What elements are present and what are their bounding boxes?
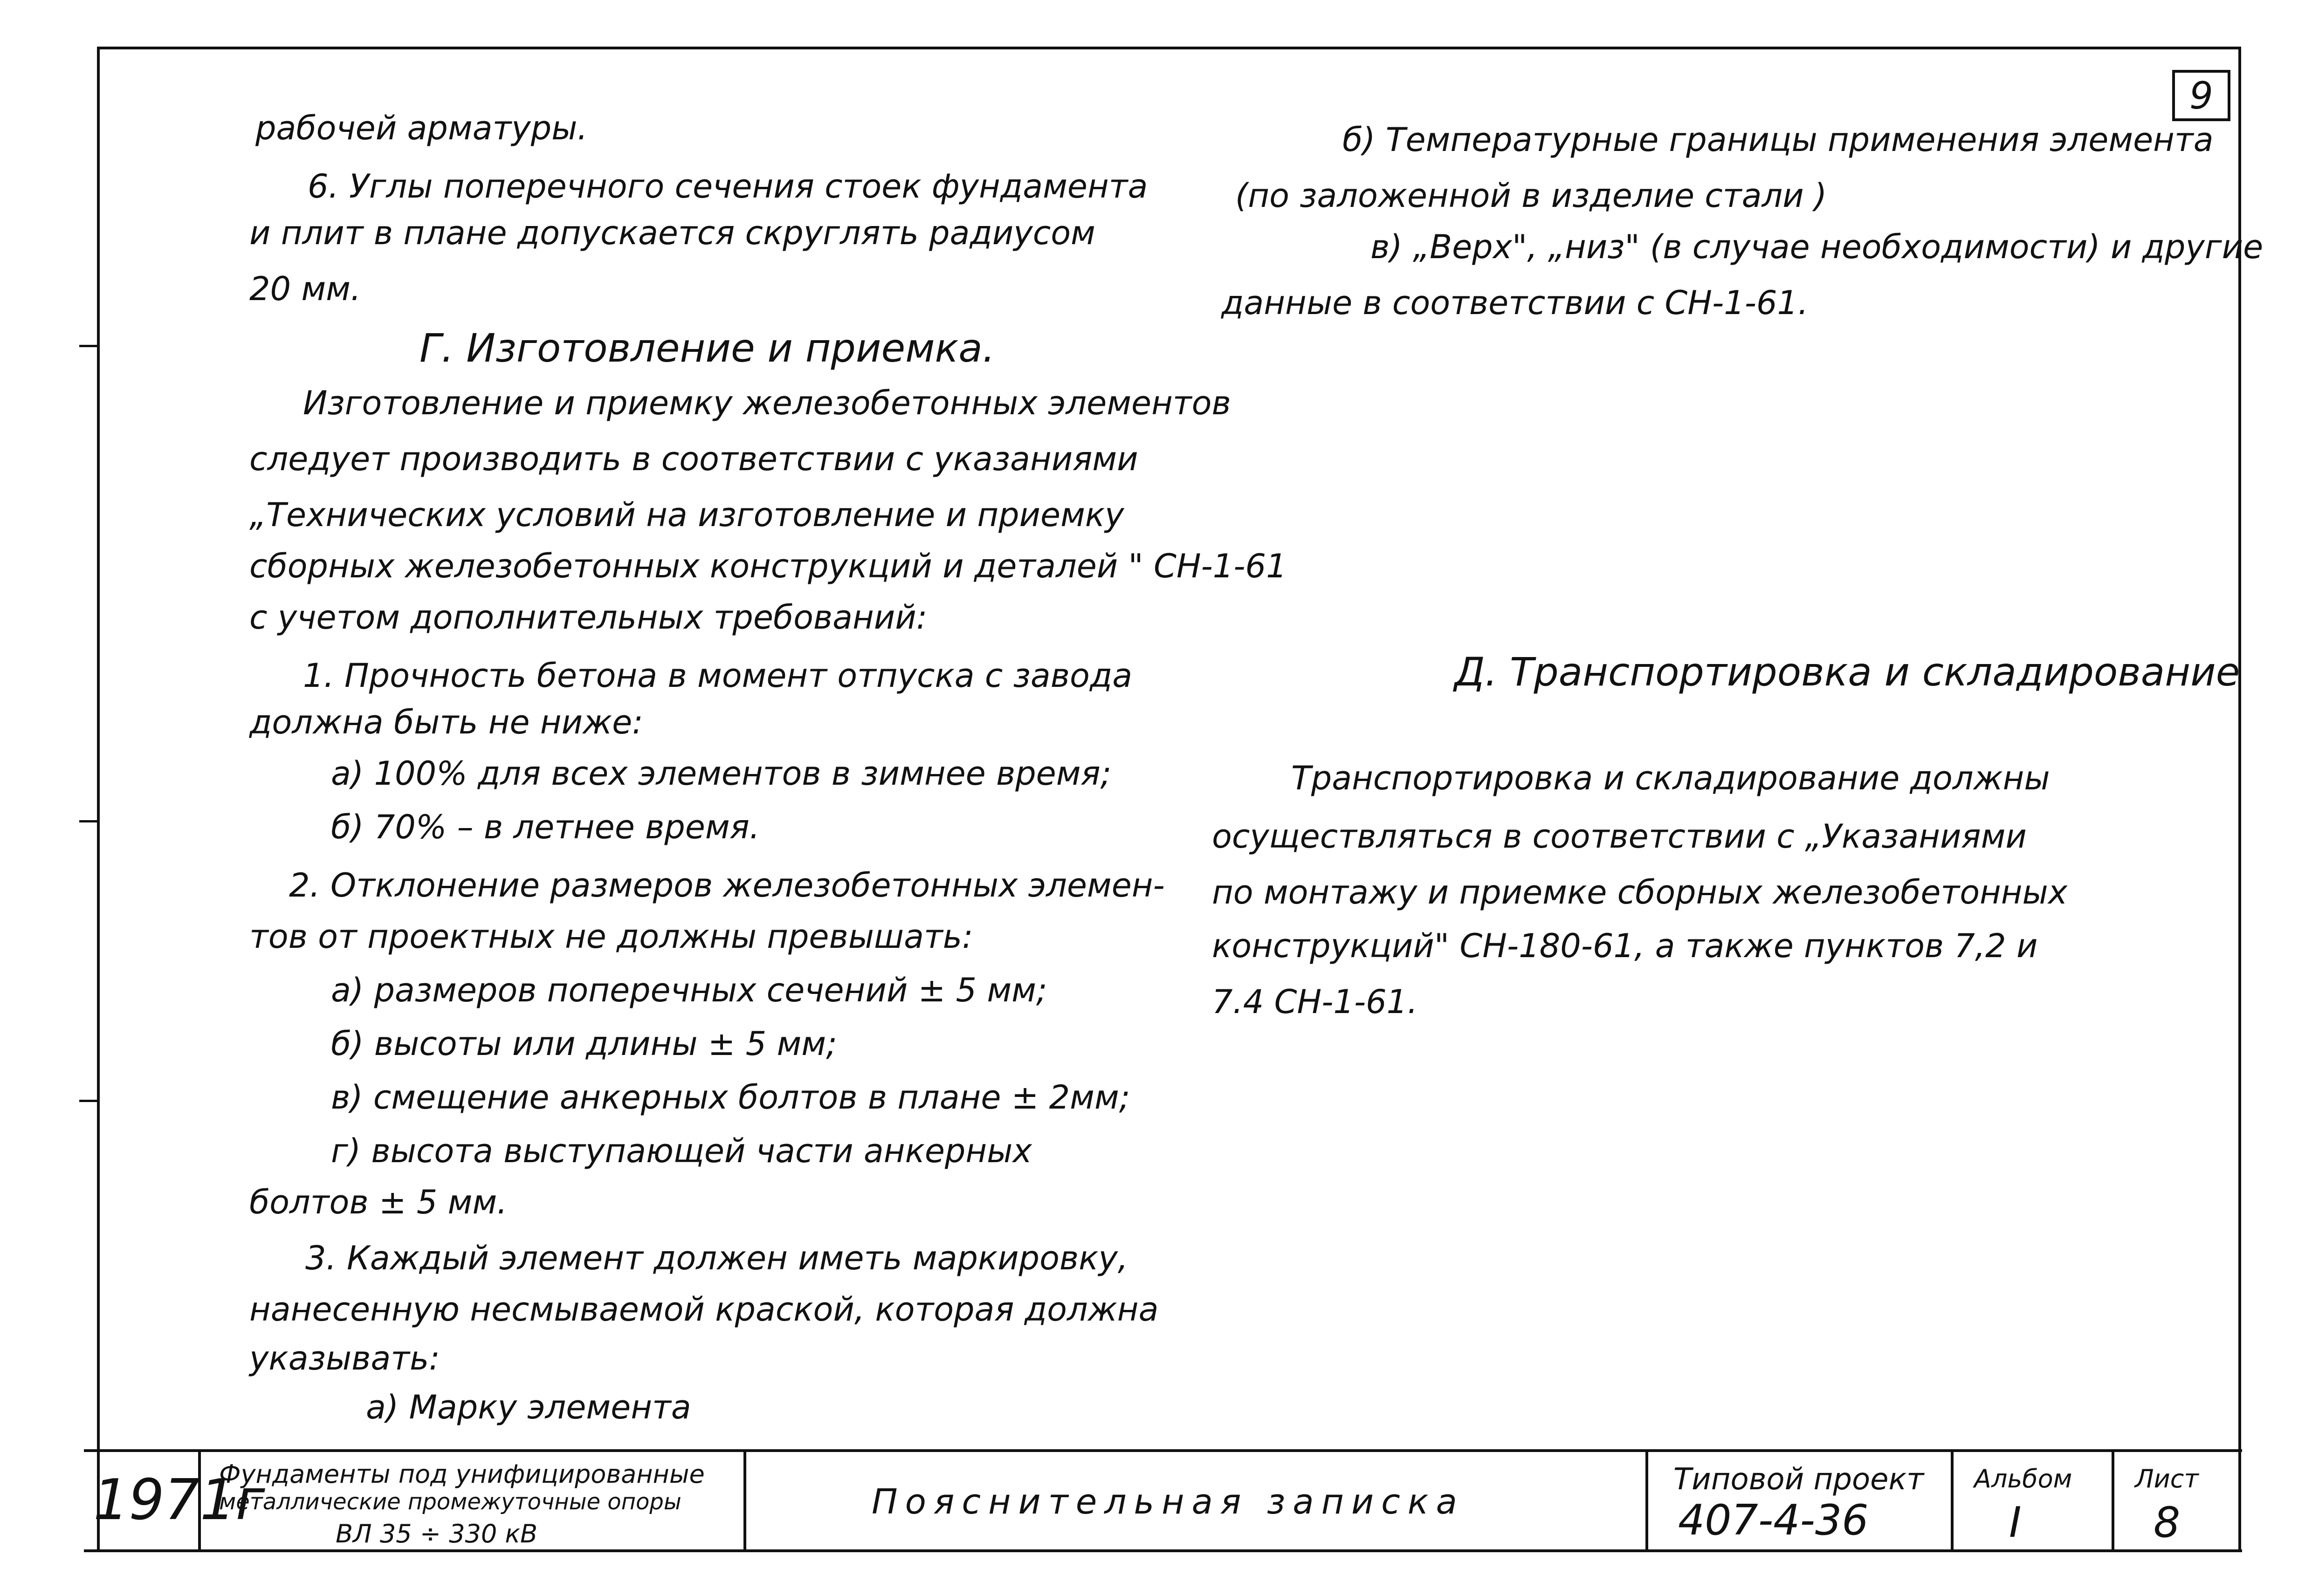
- text-line: болтов ± 5 мм.: [249, 1183, 508, 1221]
- text-line: 1. Прочность бетона в момент отпуска с завода: [303, 657, 1133, 695]
- sheet-frame-bottom: [84, 1549, 2242, 1552]
- text-line: г) высота выступающей части анкерных: [331, 1132, 1032, 1170]
- text-line: Изготовление и приемку железобетонных элементов: [303, 384, 1231, 422]
- project-label: Типовой проект: [1673, 1462, 1924, 1497]
- text-line: сборных железобетонных конструкций и деталей " СН-1-61: [249, 547, 1287, 585]
- text-line: нанесенную несмываемой краской, которая должна: [249, 1290, 1159, 1329]
- text-line: тов от проектных не должны превышать:: [249, 918, 973, 956]
- document-title: Пояснительная записка: [872, 1482, 1465, 1522]
- text-line: 2. Отклонение размеров железобетонных элемен-: [289, 866, 1165, 904]
- text-line: конструкций" СН-180-61, а также пунктов 7,2 и: [1212, 927, 2038, 965]
- title-block-divider: [1951, 1449, 1954, 1549]
- margin-tick: [79, 1100, 98, 1102]
- sheet-number-box: [2172, 70, 2230, 121]
- text-line: а) размеров поперечных сечений ± 5 мм;: [331, 971, 1047, 1009]
- title-block: [84, 1449, 2242, 1549]
- text-line: с учетом дополнительных требований:: [249, 598, 928, 637]
- margin-tick: [79, 345, 98, 347]
- text-line: а) Марку элемента: [366, 1388, 691, 1426]
- text-line: 20 мм.: [249, 270, 361, 308]
- margin-tick: [79, 820, 98, 822]
- text-line: в) „Верх", „низ" (в случае необходимости) и другие: [1370, 228, 2264, 266]
- title-block-divider: [2112, 1449, 2114, 1549]
- text-line: по монтажу и приемке сборных железобетонных: [1212, 873, 2068, 911]
- album-value: I: [2009, 1498, 2022, 1547]
- object-name-line3: ВЛ 35 ÷ 330 кВ: [336, 1519, 538, 1548]
- text-line: б) Температурные границы применения элемента: [1342, 121, 2214, 159]
- album-label: Альбом: [1974, 1464, 2072, 1493]
- section-heading-manufacture: Г. Изготовление и приемка.: [420, 325, 995, 371]
- sheet-label: Лист: [2135, 1464, 2199, 1493]
- title-block-top-line: [84, 1449, 2242, 1452]
- text-line: осуществляться в соответствии с „Указаниями: [1212, 817, 2027, 856]
- text-line: указывать:: [249, 1339, 440, 1377]
- text-line: (по заложенной в изделие стали ): [1235, 177, 1827, 215]
- title-block-divider: [743, 1449, 746, 1549]
- text-line: в) смещение анкерных болтов в плане ± 2мм;: [331, 1078, 1130, 1117]
- project-number: 407-4-36: [1678, 1496, 1869, 1545]
- text-line: 6. Углы поперечного сечения стоек фундамента: [308, 167, 1148, 205]
- section-heading-transport: Д. Транспортировка и складирование: [1454, 649, 2240, 695]
- text-line: рабочей арматуры.: [255, 109, 588, 147]
- text-line: б) 70% – в летнее время.: [331, 808, 760, 846]
- text-line: а) 100% для всех элементов в зимнее время;: [331, 754, 1112, 793]
- text-line: „Технических условий на изготовление и приемку: [249, 496, 1124, 534]
- sheet-number: 9: [2189, 74, 2213, 117]
- year: 1971г: [93, 1468, 265, 1533]
- text-line: следует производить в соответствии с указаниями: [249, 440, 1138, 478]
- sheet-value: 8: [2154, 1498, 2181, 1547]
- text-line: должна быть не ниже:: [249, 703, 643, 741]
- text-line: б) высоты или длины ± 5 мм;: [331, 1025, 837, 1063]
- object-name-line2: металлические промежуточные опоры: [219, 1489, 681, 1515]
- object-name-line1: Фундаменты под унифицированные: [219, 1459, 705, 1489]
- text-line: 3. Каждый элемент должен иметь маркировку,: [305, 1239, 1128, 1277]
- text-line: и плит в плане допускается скруглять радиусом: [249, 214, 1095, 252]
- title-block-divider: [1645, 1449, 1648, 1549]
- text-line: Транспортировка и складирование должны: [1291, 759, 2050, 797]
- text-line: 7.4 СН-1-61.: [1212, 983, 1418, 1021]
- text-line: данные в соответствии с СН-1-61.: [1221, 284, 1809, 322]
